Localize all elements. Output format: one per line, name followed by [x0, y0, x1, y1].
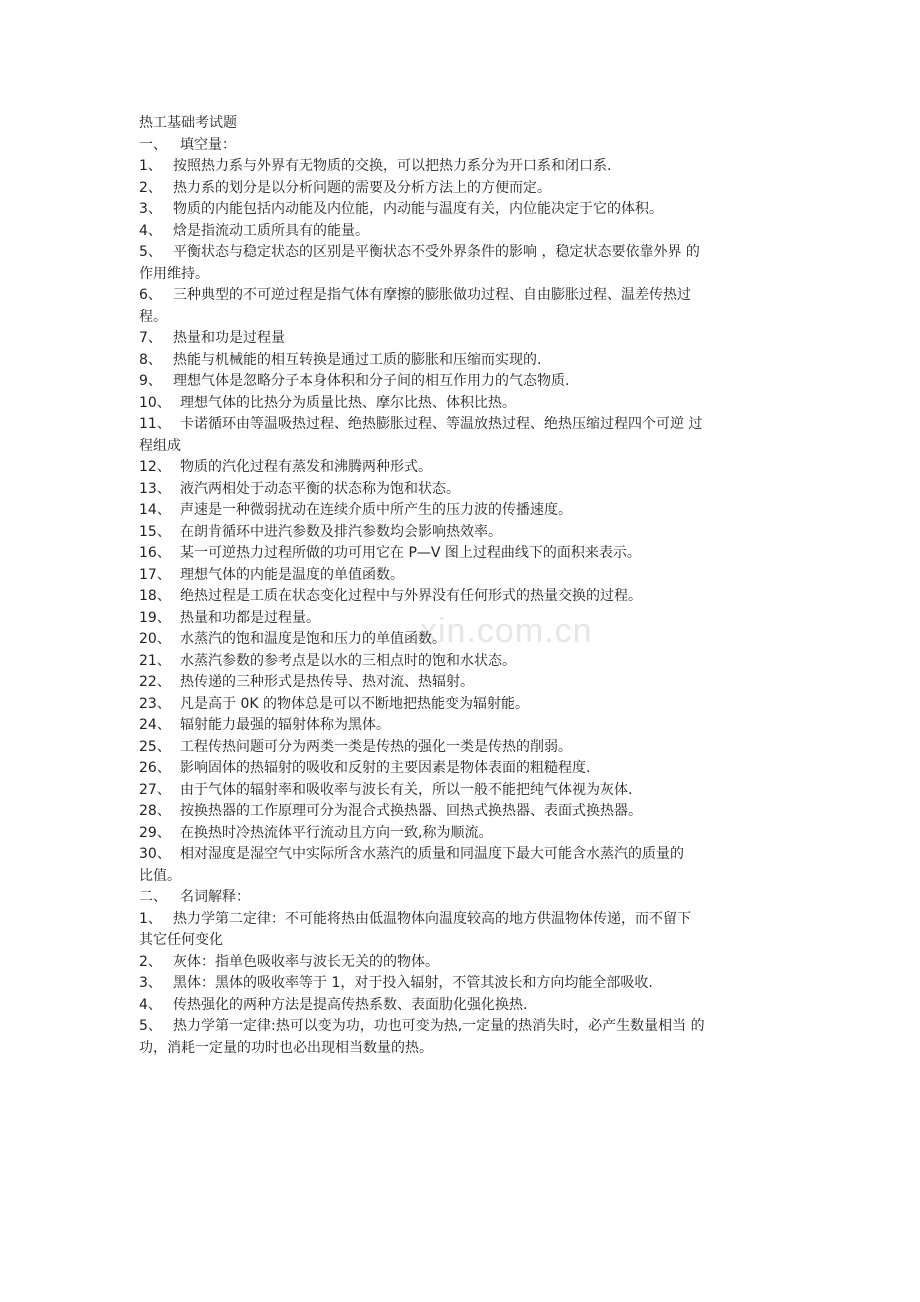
item-text: 声速是一种微弱扰动在连续介质中所产生的压力波的传播速度。	[180, 502, 572, 518]
item-number: 1、	[139, 158, 162, 174]
list-item	[139, 629, 785, 651]
item-text-continuation: 程。	[139, 308, 167, 325]
item-text: 物质的内能包括内动能及内位能，内动能与温度有关，内位能决定于它的体积。	[173, 201, 663, 217]
item-text: 理想气体的内能是温度的单值函数。	[180, 566, 404, 583]
item-number: 7、	[139, 330, 162, 346]
item-text-continuation: 作用维持。	[139, 265, 209, 282]
list-item	[139, 694, 785, 716]
item-text: 凡是高于 0K 的物体总是可以不断地把热能变为辐射能。	[180, 695, 529, 712]
item-text: 热量和功是过程量	[173, 330, 285, 346]
item-number: 16、	[139, 545, 171, 561]
item-number: 18、	[139, 588, 171, 604]
item-text: 水蒸汽参数的参考点是以水的三相点时的饱和水状态。	[180, 652, 516, 669]
sections-container	[139, 135, 785, 1060]
item-text: 按照热力系与外界有无物质的交换，可以把热力系分为开口系和闭口系.	[173, 158, 612, 174]
list-item	[139, 1016, 785, 1038]
list-item	[139, 393, 785, 415]
list-item	[139, 371, 785, 393]
item-text: 由于气体的辐射率和吸收率与波长有关，所以一般不能把纯气体视为灰体.	[180, 781, 633, 798]
item-text: 工程传热问题可分为两类一类是传热的强化一类是传热的削弱。	[180, 738, 572, 755]
list-item	[139, 350, 785, 372]
list-item	[139, 414, 785, 436]
item-number: 30、	[139, 846, 171, 862]
list-item	[139, 737, 785, 759]
list-item	[139, 952, 785, 974]
section-heading	[139, 135, 785, 157]
list-item	[139, 522, 785, 544]
list-item	[139, 500, 785, 522]
item-number: 2、	[139, 179, 162, 196]
item-text: 灰体：指单色吸收率与波长无关的的物体。	[173, 953, 439, 970]
item-text-continuation: 程组成	[139, 437, 181, 454]
item-number: 3、	[139, 975, 162, 991]
list-item	[139, 651, 785, 673]
document-page	[139, 113, 785, 1059]
item-text: 热力学第二定律：不可能将热由低温物体向温度较高的地方供温物体传递，而不留下	[173, 910, 691, 927]
list-item	[139, 672, 785, 694]
list-item	[139, 780, 785, 802]
list-item	[139, 156, 785, 178]
item-text: 物质的汽化过程有蒸发和沸腾两种形式。	[180, 459, 432, 475]
list-item	[139, 565, 785, 587]
list-item	[139, 328, 785, 350]
section-number: 二、	[139, 889, 167, 905]
item-text: 辐射能力最强的辐射体称为黑体。	[180, 717, 390, 733]
item-text: 卡诺循环由等温吸热过程、绝热膨胀过程、等温放热过程、绝热压缩过程四个可逆 过	[180, 416, 703, 432]
section-heading	[139, 887, 785, 909]
list-item	[139, 199, 785, 221]
item-text: 影响固体的热辐射的吸收和反射的主要因素是物体表面的粗糙程度.	[180, 760, 591, 776]
item-number: 5、	[139, 1018, 162, 1034]
item-text: 在朗肯循环中进汽参数及排汽参数均会影响热效率。	[180, 523, 502, 540]
item-number: 4、	[139, 222, 162, 239]
list-item	[139, 242, 785, 264]
list-item	[139, 823, 785, 845]
item-text-continuation: 功，消耗一定量的功时也必出现相当数量的热。	[139, 1039, 433, 1056]
item-text: 热量和功都是过程量。	[180, 609, 320, 626]
section-heading-text: 填空量：	[180, 136, 236, 153]
list-item	[139, 973, 785, 995]
item-number: 2、	[139, 953, 162, 970]
item-text: 平衡状态与稳定状态的区别是平衡状态不受外界条件的影响 ，稳定状态要依靠外界 的	[173, 244, 700, 260]
item-number: 25、	[139, 738, 171, 755]
document-title: 热工基础考试题	[139, 115, 237, 131]
item-number: 27、	[139, 781, 171, 798]
item-text: 热力学第一定律:热可以变为功，功也可变为热,一定量的热消失时，必产生数量相当 的	[173, 1018, 705, 1034]
item-text: 理想气体的比热分为质量比热、摩尔比热、体积比热。	[180, 394, 516, 411]
item-number: 9、	[139, 373, 162, 389]
item-text: 热力系的划分是以分析问题的需要及分析方法上的方便而定。	[173, 179, 551, 196]
item-number: 20、	[139, 631, 171, 647]
item-number: 14、	[139, 502, 171, 518]
item-text-continuation: 其它任何变化	[139, 932, 223, 948]
list-item	[139, 285, 785, 307]
item-number: 13、	[139, 480, 171, 497]
item-number: 11、	[139, 416, 171, 432]
item-text: 焓是指流动工质所具有的能量。	[173, 222, 369, 239]
list-item	[139, 221, 785, 243]
item-text: 相对湿度是湿空气中实际所含水蒸汽的质量和同温度下最大可能含水蒸汽的质量的	[180, 846, 684, 862]
item-text: 三种典型的不可逆过程是指气体有摩擦的膨胀做功过程、自由膨胀过程、温差传热过	[173, 287, 691, 303]
item-text: 理想气体是忽略分子本身体积和分子间的相互作用力的气态物质.	[173, 373, 570, 389]
item-number: 10、	[139, 394, 171, 411]
list-item	[139, 909, 785, 931]
item-text: 液汽两相处于动态平衡的状态称为饱和状态。	[180, 480, 460, 497]
item-number: 19、	[139, 609, 171, 626]
item-text: 黑体：黑体的吸收率等于 1，对于投入辐射，不管其波长和方向均能全部吸收.	[173, 975, 653, 991]
list-item	[139, 543, 785, 565]
list-item	[139, 844, 785, 866]
item-text: 绝热过程是工质在状态变化过程中与外界没有任何形式的热量交换的过程。	[180, 588, 642, 604]
list-item	[139, 178, 785, 200]
item-number: 21、	[139, 652, 171, 669]
item-text: 水蒸汽的饱和温度是饱和压力的单值函数。	[180, 631, 446, 647]
list-item	[139, 457, 785, 479]
item-number: 22、	[139, 674, 171, 690]
item-number: 8、	[139, 351, 162, 368]
item-number: 1、	[139, 910, 162, 927]
list-item	[139, 801, 785, 823]
item-text: 热传递的三种形式是热传导、热对流、热辐射。	[180, 674, 474, 690]
item-number: 15、	[139, 523, 171, 540]
item-number: 24、	[139, 717, 171, 733]
item-text-continuation: 比值。	[139, 867, 181, 884]
list-item	[139, 608, 785, 630]
list-item	[139, 479, 785, 501]
section-heading-text: 名词解释：	[180, 889, 250, 905]
item-text: 传热强化的两种方法是提高传热系数、表面肋化强化换热.	[173, 996, 528, 1013]
item-text: 在换热时冷热流体平行流动且方向一致,称为顺流。	[180, 824, 493, 841]
item-number: 23、	[139, 695, 171, 712]
watermark: xin.com.cn	[420, 612, 593, 650]
section-number: 一、	[139, 136, 167, 153]
item-number: 4、	[139, 996, 162, 1013]
item-number: 12、	[139, 459, 171, 475]
item-text: 热能与机械能的相互转换是通过工质的膨胀和压缩而实现的.	[173, 351, 542, 368]
item-number: 6、	[139, 287, 162, 303]
item-number: 26、	[139, 760, 171, 776]
item-number: 28、	[139, 803, 171, 819]
item-text: 按换热器的工作原理可分为混合式换热器、回热式换热器、表面式换热器。	[180, 803, 642, 819]
item-number: 5、	[139, 244, 162, 260]
item-number: 17、	[139, 566, 171, 583]
list-item	[139, 758, 785, 780]
item-number: 29、	[139, 824, 171, 841]
item-text: 某一可逆热力过程所做的功可用它在 P—V 图上过程曲线下的面积来表示。	[180, 545, 641, 561]
list-item	[139, 995, 785, 1017]
item-number: 3、	[139, 201, 162, 217]
list-item	[139, 715, 785, 737]
list-item	[139, 586, 785, 608]
